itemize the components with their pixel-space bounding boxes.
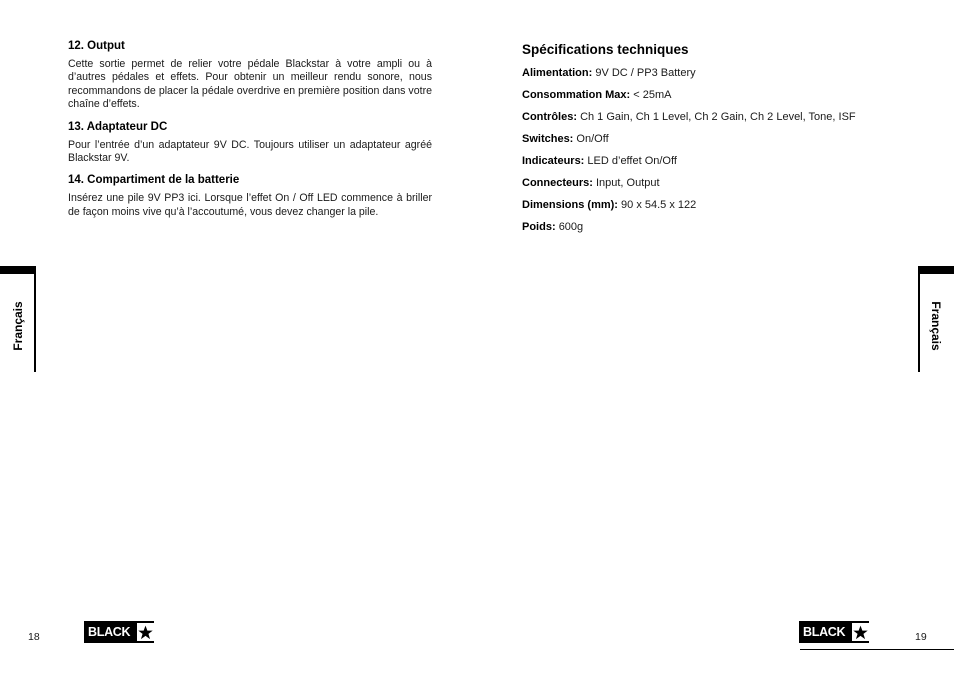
spec-value: 9V DC / PP3 Battery: [595, 67, 696, 79]
logo-word: BLACK: [803, 625, 846, 639]
section-heading: 12. Output: [68, 40, 125, 52]
spec-row-dimensions: [522, 199, 902, 212]
star-icon: [137, 623, 154, 641]
spec-label: Dimensions (mm):: [522, 199, 618, 211]
spec-label: Contrôles:: [522, 111, 577, 123]
blackstar-logo-left: [84, 621, 154, 643]
spec-row-poids: [522, 221, 902, 234]
specs-title: Spécifications techniques: [522, 42, 689, 57]
page-number-left: 18: [28, 631, 40, 643]
spec-row-connecteurs: [522, 177, 902, 190]
language-tab-right: [918, 266, 954, 372]
spec-row-controles: [522, 111, 902, 124]
spec-value: < 25mA: [633, 89, 672, 101]
spec-row-switches: [522, 133, 902, 146]
footer-rule: [800, 649, 954, 650]
spec-label: Consommation Max:: [522, 89, 631, 101]
section-output: [68, 40, 432, 112]
section-heading: 14. Compartiment de la batterie: [68, 174, 240, 187]
language-tab-label: Français: [11, 301, 25, 351]
section-compartiment-batterie: [68, 174, 432, 219]
spec-label: Alimentation:: [522, 67, 593, 79]
language-tab-left: [0, 266, 36, 372]
spec-row-alimentation: [522, 67, 902, 80]
spec-row-indicateurs: [522, 155, 902, 168]
right-page-content: [522, 40, 902, 243]
spec-value: Input, Output: [595, 177, 660, 189]
star-icon: [852, 623, 869, 641]
blackstar-logo-right: [799, 621, 869, 643]
spec-label: Poids:: [522, 221, 556, 233]
spec-value: Ch 1 Gain, Ch 1 Level, Ch 2 Gain, Ch 2 Level, Tone, ISF: [580, 111, 856, 123]
logo-word: BLACK: [88, 625, 131, 639]
left-page-content: [68, 40, 432, 228]
spec-value: On/Off: [576, 133, 609, 145]
spec-value: 90 x 54.5 x 122: [621, 199, 697, 211]
spec-value: 600g: [558, 221, 584, 233]
spec-value: LED d’effet On/Off: [587, 155, 677, 167]
section-adaptateur-dc: [68, 121, 432, 166]
section-body: Cette sortie permet de relier votre pédale Blackstar à votre ampli ou à d’autres pédales et effets. Pour obtenir un meilleur rendu sonore, nous recommandons de placer la pédale overdrive en première position dans votre chaîne d’effets.: [68, 58, 432, 111]
section-heading: 13. Adaptateur DC: [68, 120, 168, 133]
spec-label: Connecteurs:: [522, 177, 593, 189]
page-number-right: 19: [915, 631, 927, 643]
spec-label: Indicateurs:: [522, 155, 585, 167]
spec-row-consommation: [522, 89, 902, 102]
language-tab-label: Français: [929, 301, 943, 351]
spec-label: Switches:: [522, 133, 574, 145]
section-body: Pour l’entrée d’un adaptateur 9V DC. Toujours utiliser un adaptateur agréé Blackstar 9V.: [68, 138, 432, 165]
section-body: Insérez une pile 9V PP3 ici. Lorsque l’effet On / Off LED commence à briller de façon moins vive qu’à l’accoutumé, vous devez changer la pile.: [68, 192, 432, 218]
